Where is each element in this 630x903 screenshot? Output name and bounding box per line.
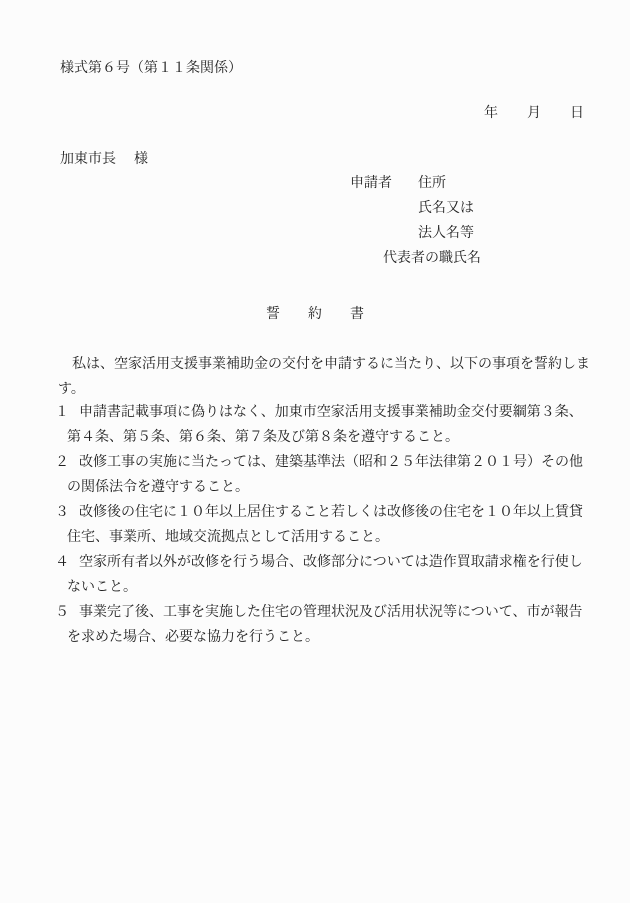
name-field-label: 氏名又は	[418, 200, 474, 216]
addressee-name: 加東市長	[60, 151, 116, 167]
month-label: 月	[527, 105, 541, 121]
corporate-name-field-label: 法人名等	[418, 225, 474, 241]
item-number: ５	[55, 604, 69, 620]
item-number: １	[55, 404, 69, 420]
document-title: 誓 約 書	[266, 306, 364, 322]
item-number: ４	[55, 554, 69, 570]
address-field-label: 住所	[418, 175, 446, 191]
representative-field-label: 代表者の職氏名	[383, 250, 481, 266]
pledge-item-2	[55, 450, 588, 500]
pledge-item-3	[55, 500, 588, 550]
date-line	[484, 101, 584, 126]
item-text: 改修後の住宅に１０年以上居住すること若しくは改修後の住宅を１０年以上賃貸住宅、事業所、地域交流拠点として活用すること。	[67, 504, 583, 545]
item-number: ３	[55, 504, 69, 520]
form-number: 様式第６号（第１１条関係）	[60, 60, 242, 76]
pledge-item-5	[55, 600, 588, 650]
addressee-honorific: 様	[134, 151, 148, 167]
pledge-list	[55, 400, 588, 650]
day-label: 日	[570, 105, 584, 121]
pledge-item-4	[55, 550, 588, 600]
item-number: ２	[55, 454, 69, 470]
addressee-line	[60, 147, 148, 172]
applicant-row	[350, 171, 481, 196]
item-text: 改修工事の実施に当たっては、建築基準法（昭和２５年法律第２０１号）その他の関係法令を遵守すること。	[67, 454, 583, 495]
pledge-item-1	[55, 400, 588, 450]
item-text: 事業完了後、工事を実施した住宅の管理状況及び活用状況等について、市が報告を求めた場合、必要な協力を行うこと。	[67, 604, 583, 645]
applicant-block	[350, 171, 481, 271]
item-text: 空家所有者以外が改修を行う場合、改修部分については造作買取請求権を行使しないこと。	[67, 554, 583, 595]
item-text: 申請書記載事項に偽りはなく、加東市空家活用支援事業補助金交付要綱第３条、第４条、第５条、第６条、第７条及び第８条を遵守すること。	[67, 404, 583, 445]
applicant-label: 申請者	[350, 175, 392, 191]
intro-paragraph: 私は、空家活用支援事業補助金の交付を申請するに当たり、以下の事項を誓約します。	[58, 356, 590, 397]
year-label: 年	[484, 105, 498, 121]
